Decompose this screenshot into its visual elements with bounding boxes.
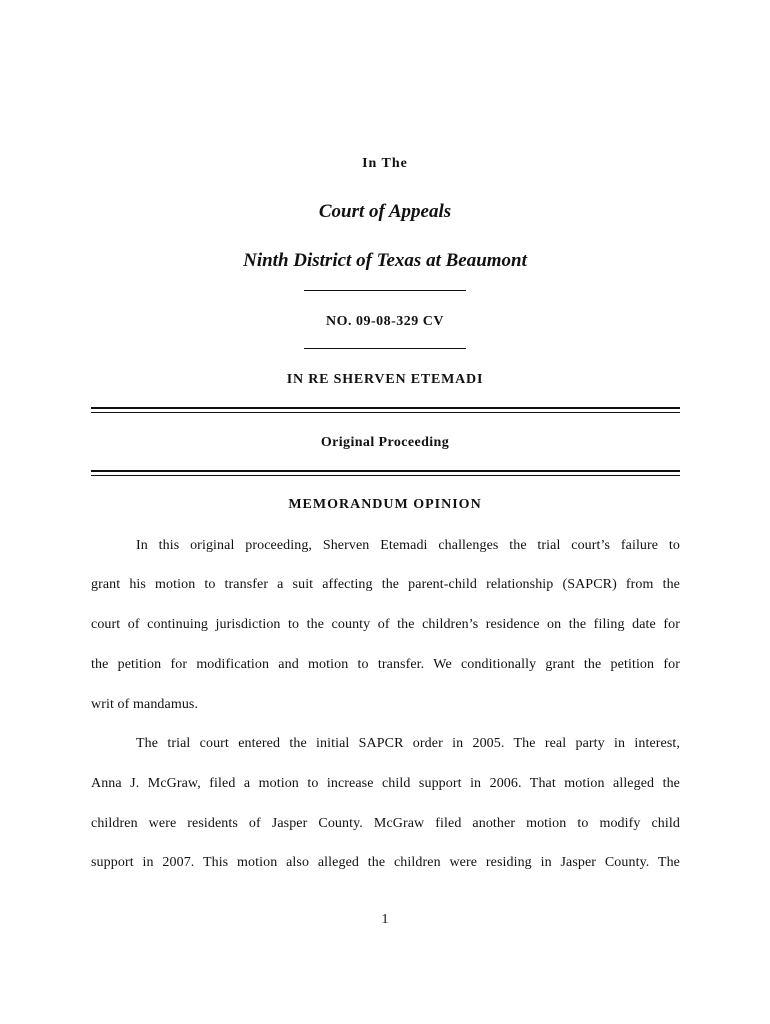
- case-caption: IN RE SHERVEN ETEMADI: [286, 372, 484, 387]
- double-divider: [91, 470, 680, 476]
- body-line: grant his motion to transfer a suit affecting the parent-child relationship (SAPCR) from the: [91, 577, 680, 592]
- double-divider: [91, 407, 680, 413]
- short-divider: [304, 348, 466, 349]
- body-line: Anna J. McGraw, filed a motion to increase child support in 2006. That motion alleged the: [91, 776, 680, 791]
- body-line: children were residents of Jasper County. McGraw filed another motion to modify child: [91, 816, 680, 831]
- body-line: support in 2007. This motion also alleged the children were residing in Jasper County. The: [91, 855, 680, 870]
- district-name: Ninth District of Texas at Beaumont: [243, 250, 527, 271]
- opinion-title: MEMORANDUM OPINION: [288, 497, 482, 512]
- body-line: writ of mandamus.: [91, 697, 199, 712]
- court-name: Court of Appeals: [318, 201, 452, 222]
- short-divider: [304, 290, 466, 291]
- case-number: NO. 09-08-329 CV: [325, 314, 445, 329]
- in-the-heading: In The: [362, 156, 408, 171]
- body-line: In this original proceeding, Sherven Etemadi challenges the trial court’s failure to: [136, 538, 680, 553]
- body-line: court of continuing jurisdiction to the county of the children’s residence on the filing date for: [91, 617, 680, 632]
- body-line: the petition for modification and motion to transfer. We conditionally grant the petition for: [91, 657, 680, 672]
- body-line: The trial court entered the initial SAPCR order in 2005. The real party in interest,: [136, 736, 680, 751]
- page-number: 1: [381, 912, 389, 927]
- proceeding-type: Original Proceeding: [320, 435, 450, 450]
